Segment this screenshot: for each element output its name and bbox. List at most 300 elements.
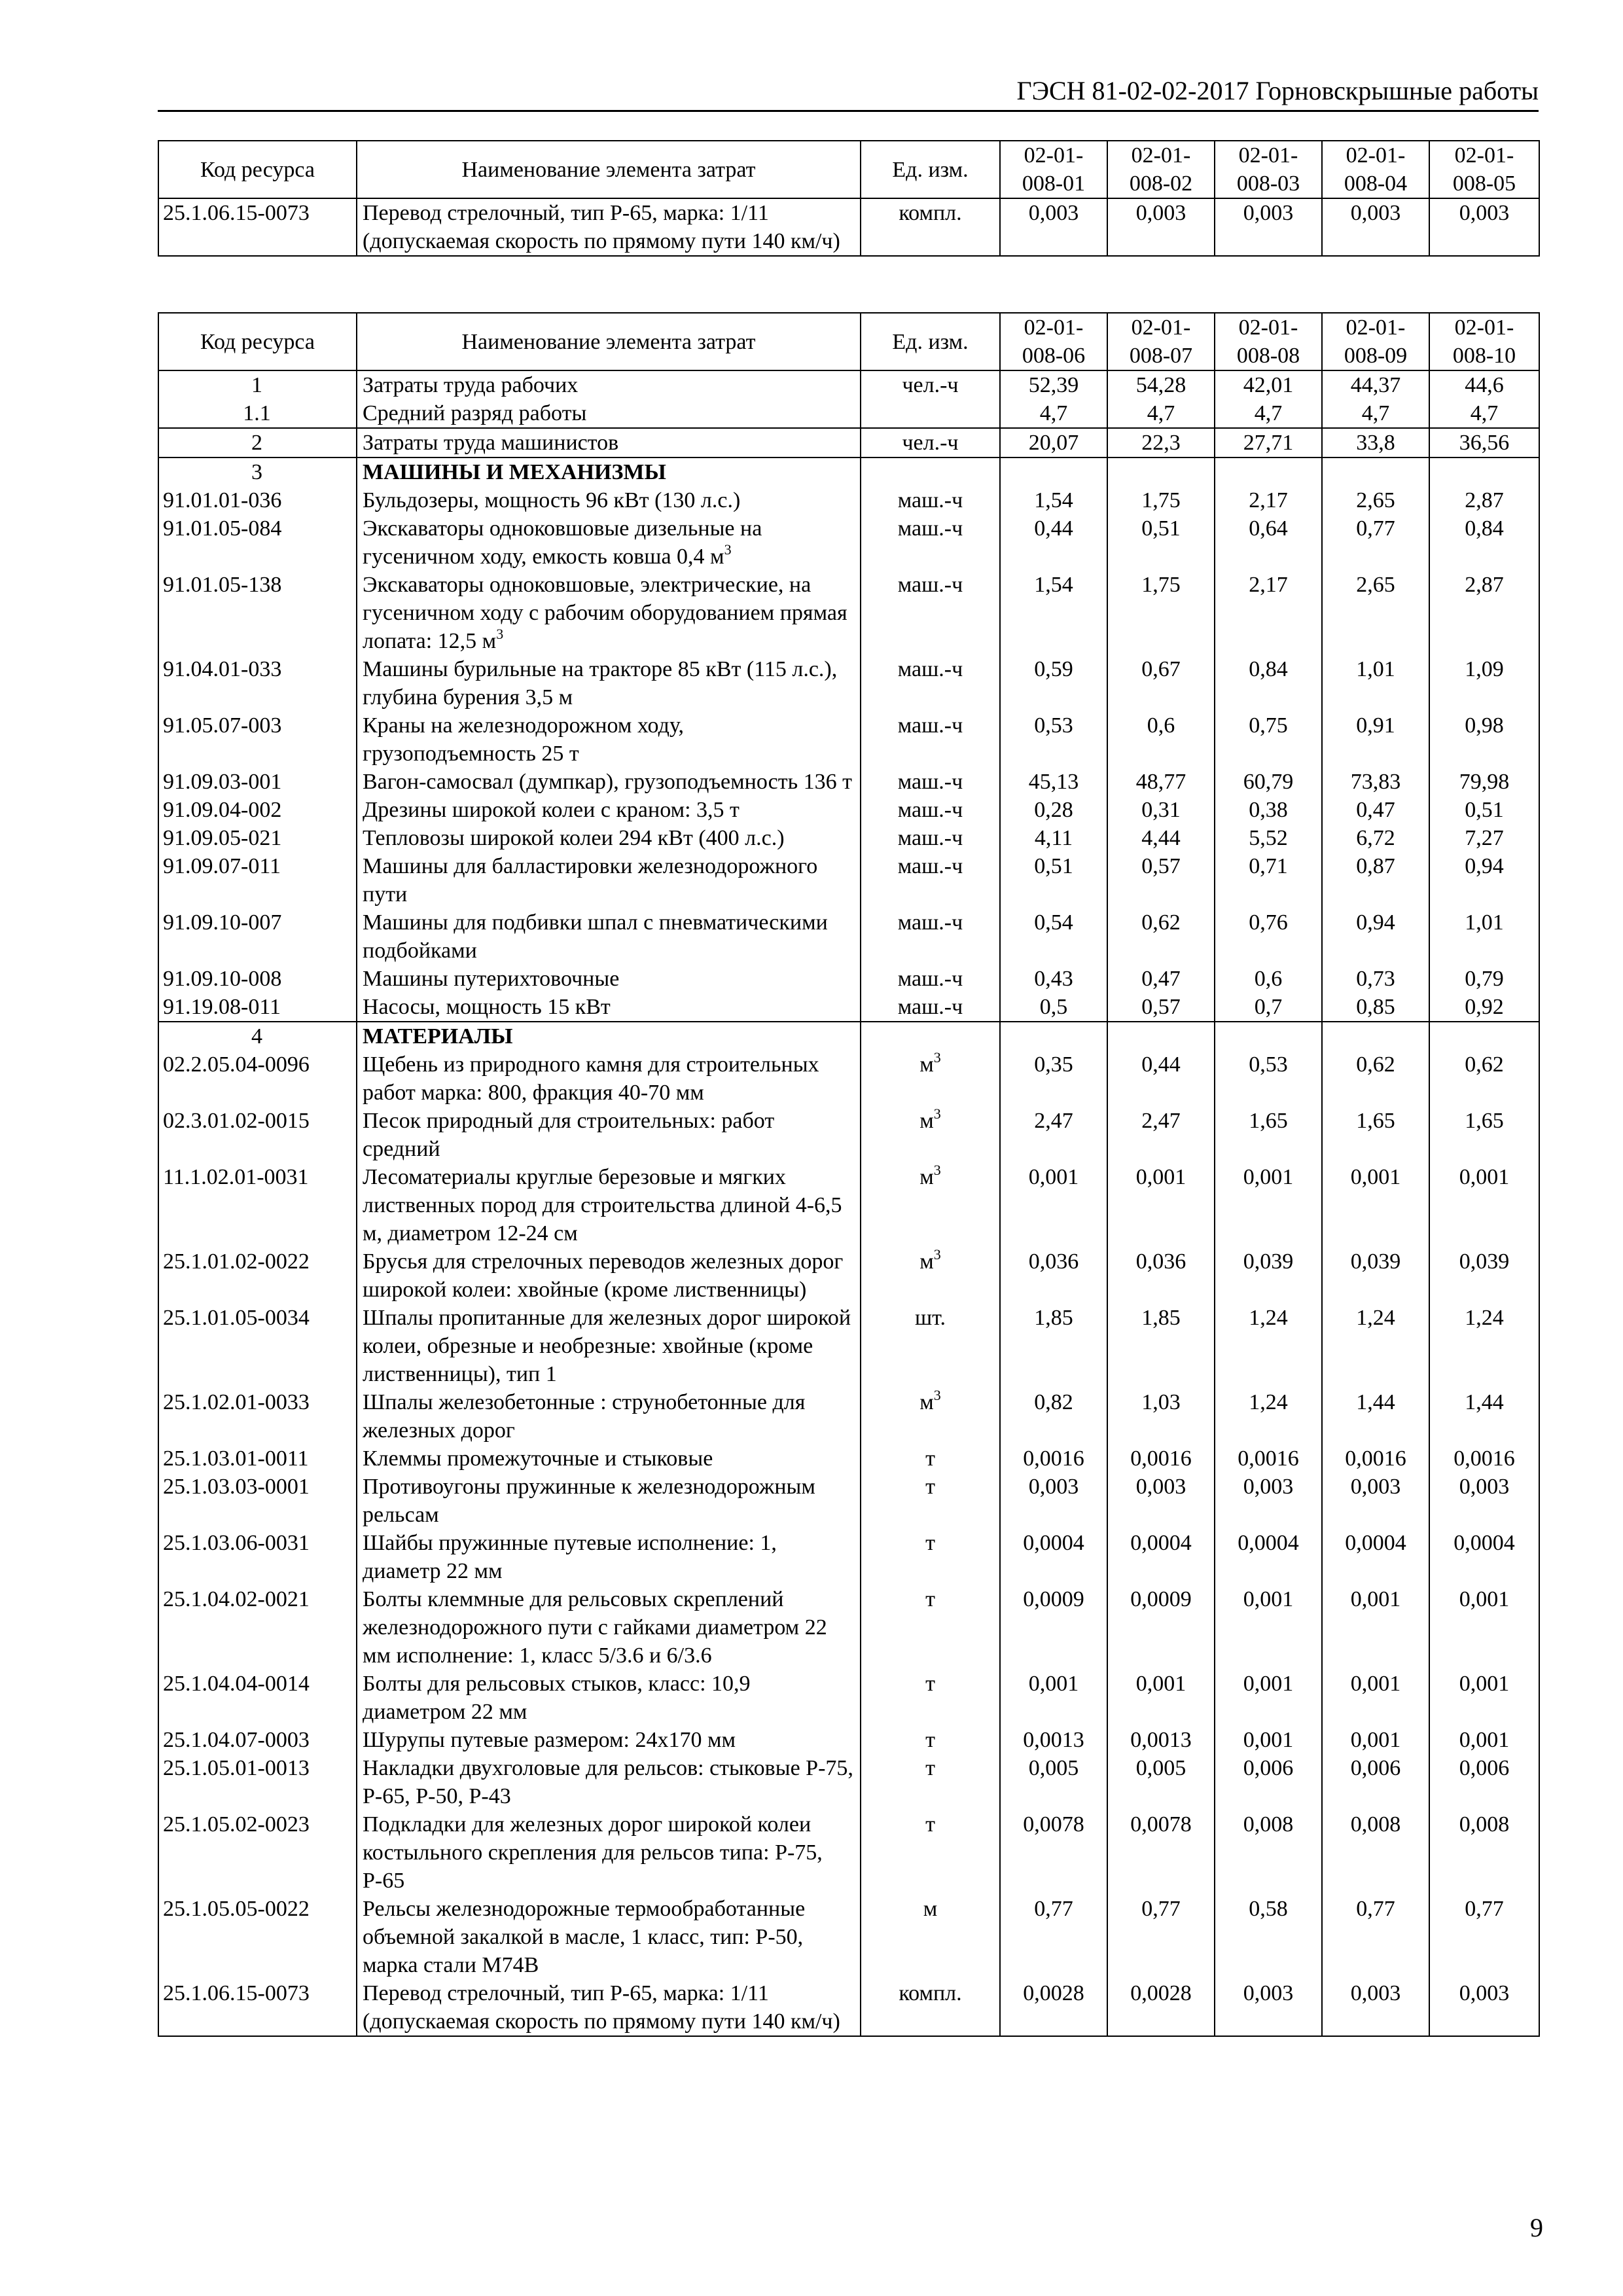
resource-name [357,1247,861,1304]
table-row [158,796,1539,824]
unit-text: компл. [899,1981,962,2005]
resource-name [357,1726,861,1754]
value-cell: 1,75 [1107,486,1215,514]
value-cell: 0,94 [1322,908,1429,965]
resource-name [357,1304,861,1388]
value-cell: 60,79 [1215,768,1322,796]
value-cell: 0,005 [1000,1754,1107,1810]
value-cell: 0,006 [1215,1754,1322,1810]
value-cell: 2,65 [1322,571,1429,655]
value-cell: 54,28 [1107,370,1215,399]
resource-name [357,486,861,514]
table-row [158,428,1539,457]
value-cell: 52,39 [1000,370,1107,399]
value-cell: 20,07 [1000,428,1107,457]
value-cell: 2,87 [1429,486,1539,514]
table-row [158,1022,1539,1050]
value-cell: 0,0016 [1215,1444,1322,1473]
table-row [158,1585,1539,1670]
table-row [158,852,1539,908]
value-cell [1429,1022,1539,1050]
unit-text: т [925,1672,935,1696]
value-cell: 44,6 [1429,370,1539,399]
value-cell: 0,003 [1000,198,1107,256]
value-cell: 0,036 [1107,1247,1215,1304]
value-cell [1322,1022,1429,1050]
value-cell: 0,0009 [1107,1585,1215,1670]
value-cell: 0,0009 [1000,1585,1107,1670]
resource-code: 25.1.03.01-0011 [158,1444,357,1473]
value-cell: 0,31 [1107,796,1215,824]
value-cell: 0,0013 [1000,1726,1107,1754]
value-cell: 0,71 [1215,852,1322,908]
value-cell: 4,7 [1000,399,1107,428]
resource-code: 91.09.10-008 [158,965,357,993]
column-header: 02-01-008-01 [1000,141,1107,198]
value-cell: 5,52 [1215,824,1322,852]
value-cell: 0,003 [1215,1473,1322,1529]
value-cell: 0,003 [1429,1979,1539,2036]
value-cell [1107,457,1215,486]
resource-name-text: Песок природный для строительных: работ средний [363,1109,775,1161]
value-cell: 27,71 [1215,428,1322,457]
resource-name-text: Экскаваторы одноковшовые, электрические, на гусеничном ходу с рабочим оборудованием прямая лопата: 12,5 м [363,573,847,653]
value-cell: 4,7 [1322,399,1429,428]
resource-name [357,1473,861,1529]
unit-text: чел.-ч [902,431,959,455]
table-row [158,824,1539,852]
table-row [158,370,1539,399]
value-cell: 4,7 [1429,399,1539,428]
value-cell: 1,03 [1107,1388,1215,1444]
unit-text: маш.-ч [897,657,963,681]
table-row [158,1304,1539,1388]
value-cell: 0,003 [1322,1979,1429,2036]
value-cell: 4,7 [1215,399,1322,428]
value-cell: 0,57 [1107,993,1215,1022]
value-cell: 1,85 [1107,1304,1215,1388]
value-cell: 1,09 [1429,655,1539,711]
value-cell: 0,003 [1429,1473,1539,1529]
value-cell: 4,11 [1000,824,1107,852]
resource-code: 25.1.05.05-0022 [158,1895,357,1979]
column-header: 02-01-008-07 [1107,313,1215,370]
resource-code: 91.04.01-033 [158,655,357,711]
unit-cell [861,486,1000,514]
unit-text: т [925,1475,935,1499]
resource-code: 91.09.03-001 [158,768,357,796]
value-cell: 0,6 [1107,711,1215,768]
unit-text: т [925,1756,935,1780]
unit-cell [861,571,1000,655]
unit-text: маш.-ч [897,854,963,878]
value-cell: 0,0016 [1429,1444,1539,1473]
column-header: 02-01-008-09 [1322,313,1429,370]
table-row [158,1050,1539,1107]
value-cell: 0,98 [1429,711,1539,768]
value-cell: 0,001 [1000,1670,1107,1726]
value-cell: 1,44 [1322,1388,1429,1444]
value-cell: 0,53 [1000,711,1107,768]
value-cell: 0,039 [1429,1247,1539,1304]
value-cell: 2,17 [1215,486,1322,514]
value-cell: 0,58 [1215,1895,1322,1979]
value-cell: 0,84 [1215,655,1322,711]
resource-table-1 [158,140,1540,257]
unit-cell [861,1670,1000,1726]
unit-cell [861,1022,1000,1050]
resource-name-text: Перевод стрелочный, тип Р-65, марка: 1/11 (допускаемая скорость по прямому пути 140 км/ч) [363,1981,840,2034]
unit-text: т [925,1587,935,1611]
unit-text: т [925,1728,935,1752]
resource-code: 25.1.04.04-0014 [158,1670,357,1726]
value-cell: 0,77 [1322,514,1429,571]
resource-name-text: Дрезины широкой колеи с краном: 3,5 т [363,798,740,822]
value-cell: 2,47 [1000,1107,1107,1163]
value-cell: 1,44 [1429,1388,1539,1444]
value-cell: 7,27 [1429,824,1539,852]
table-row [158,571,1539,655]
resource-name-text: Болты для рельсовых стыков, класс: 10,9 диаметром 22 мм [363,1672,751,1724]
resource-code: 25.1.04.02-0021 [158,1585,357,1670]
resource-code: 91.09.05-021 [158,824,357,852]
value-cell: 0,008 [1215,1810,1322,1895]
value-cell: 0,92 [1429,993,1539,1022]
unit-superscript: 3 [933,1386,941,1403]
resource-name [357,993,861,1022]
unit-superscript: 3 [933,1161,941,1178]
value-cell: 0,001 [1429,1585,1539,1670]
value-cell [1322,457,1429,486]
resource-name-text: Лесоматериалы круглые березовые и мягких лиственных пород для строительства длиной 4-6,5 м, диаметром 12-24 см [363,1165,842,1246]
value-cell: 0,0028 [1000,1979,1107,2036]
unit-text: м [919,1165,934,1189]
resource-name-text: Тепловозы широкой колеи 294 кВт (400 л.с.) [363,826,785,850]
superscript: 3 [496,625,504,642]
unit-cell [861,1388,1000,1444]
value-cell [1215,457,1322,486]
resource-name [357,370,861,399]
resource-name-text: Бульдозеры, мощность 96 кВт (130 л.с.) [363,488,741,512]
resource-code: 25.1.03.03-0001 [158,1473,357,1529]
unit-cell [861,655,1000,711]
value-cell: 0,0078 [1000,1810,1107,1895]
resource-name-text: Накладки двухголовые для рельсов: стыковые Р-75, Р-65, Р-50, Р-43 [363,1756,853,1808]
unit-text: м [919,1390,934,1414]
resource-code: 4 [158,1022,357,1050]
page-header [158,76,1539,112]
table-row [158,711,1539,768]
resource-name-text: Подкладки для железных дорог широкой колеи костыльного скрепления для рельсов типа: Р-75, Р-65 [363,1812,823,1893]
value-cell: 0,0028 [1107,1979,1215,2036]
value-cell: 0,001 [1429,1726,1539,1754]
document-title: ГЭСН 81-02-02-2017 Горновскрышные работы [1016,76,1539,105]
unit-cell [861,993,1000,1022]
value-cell: 79,98 [1429,768,1539,796]
resource-code: 25.1.06.15-0073 [158,1979,357,2036]
value-cell: 0,003 [1107,1473,1215,1529]
value-cell: 0,0078 [1107,1810,1215,1895]
value-cell: 0,001 [1322,1585,1429,1670]
value-cell: 0,0004 [1000,1529,1107,1585]
column-header: 02-01-008-06 [1000,313,1107,370]
unit-cell [861,514,1000,571]
resource-code: 91.19.08-011 [158,993,357,1022]
value-cell: 6,72 [1322,824,1429,852]
resource-name-text: Шпалы железобетонные : струнобетонные для железных дорог [363,1390,806,1443]
resource-name [357,457,861,486]
table-row [158,457,1539,486]
table-row [158,1247,1539,1304]
value-cell: 0,003 [1429,198,1539,256]
column-header: Код ресурса [158,313,357,370]
value-cell: 0,28 [1000,796,1107,824]
value-cell [1429,457,1539,486]
value-cell: 1,54 [1000,571,1107,655]
value-cell: 0,003 [1215,1979,1322,2036]
unit-text: маш.-ч [897,573,963,597]
value-cell: 0,001 [1429,1163,1539,1247]
value-cell: 0,79 [1429,965,1539,993]
value-cell: 0,85 [1322,993,1429,1022]
unit-cell [861,457,1000,486]
resource-name [357,711,861,768]
resource-name [357,1754,861,1810]
value-cell: 0,0013 [1107,1726,1215,1754]
value-cell: 0,76 [1215,908,1322,965]
resource-name-text: Рельсы железнодорожные термообработанные объемной закалкой в масле, 1 класс, тип: Р-50, марка стали М74В [363,1897,806,1977]
value-cell: 0,67 [1107,655,1215,711]
value-cell: 0,001 [1107,1163,1215,1247]
resource-name [357,1895,861,1979]
unit-cell [861,824,1000,852]
column-header: Код ресурса [158,141,357,198]
resource-name-text: Вагон-самосвал (думпкар), грузоподъемность 136 т [363,770,852,794]
superscript: 3 [724,541,732,558]
value-cell: 1,65 [1322,1107,1429,1163]
unit-text: шт. [915,1306,946,1330]
value-cell: 0,75 [1215,711,1322,768]
resource-code: 1 [158,370,357,399]
value-cell: 0,44 [1000,514,1107,571]
value-cell: 1,75 [1107,571,1215,655]
value-cell: 1,24 [1429,1304,1539,1388]
table-row [158,1670,1539,1726]
value-cell: 0,001 [1322,1163,1429,1247]
unit-cell [861,1163,1000,1247]
value-cell: 0,001 [1322,1670,1429,1726]
value-cell: 0,38 [1215,796,1322,824]
resource-name-text: Шурупы путевые размером: 24х170 мм [363,1728,736,1752]
unit-text: маш.-ч [897,995,963,1019]
value-cell: 0,0004 [1107,1529,1215,1585]
value-cell: 0,003 [1107,198,1215,256]
value-cell: 2,87 [1429,571,1539,655]
resource-name [357,1163,861,1247]
unit-cell [861,768,1000,796]
value-cell: 0,005 [1107,1754,1215,1810]
resource-code: 02.2.05.04-0096 [158,1050,357,1107]
unit-cell [861,1050,1000,1107]
resource-name [357,655,861,711]
resource-code: 25.1.02.01-0033 [158,1388,357,1444]
resource-name [357,1529,861,1585]
resource-name [357,1444,861,1473]
unit-text: м [923,1897,938,1921]
value-cell: 0,82 [1000,1388,1107,1444]
resource-name [357,1585,861,1670]
resource-name [357,514,861,571]
resource-name [357,1050,861,1107]
unit-text: чел.-ч [902,373,959,397]
value-cell: 1,65 [1215,1107,1322,1163]
table-row [158,1163,1539,1247]
value-cell: 0,003 [1000,1473,1107,1529]
value-cell: 1,01 [1322,655,1429,711]
value-cell: 73,83 [1322,768,1429,796]
unit-text: м [919,1249,934,1274]
table-row [158,1979,1539,2036]
resource-name [357,1388,861,1444]
unit-text: маш.-ч [897,910,963,935]
unit-cell [861,1247,1000,1304]
resource-name [357,1810,861,1895]
value-cell: 1,54 [1000,486,1107,514]
value-cell: 0,51 [1429,796,1539,824]
value-cell: 2,47 [1107,1107,1215,1163]
resource-name [357,1979,861,2036]
value-cell: 36,56 [1429,428,1539,457]
value-cell: 4,7 [1107,399,1215,428]
unit-cell [861,908,1000,965]
resource-name-text: Краны на железнодорожном ходу, грузоподъемность 25 т [363,713,684,766]
value-cell: 1,24 [1215,1388,1322,1444]
value-cell: 0,001 [1000,1163,1107,1247]
unit-cell [861,1754,1000,1810]
table-row [158,1444,1539,1473]
unit-cell [861,1529,1000,1585]
value-cell: 0,001 [1215,1726,1322,1754]
value-cell: 0,57 [1107,852,1215,908]
column-header: 02-01-008-03 [1215,141,1322,198]
value-cell: 45,13 [1000,768,1107,796]
resource-name-text: Затраты труда рабочих [363,373,579,397]
resource-name [357,428,861,457]
unit-cell [861,1810,1000,1895]
value-cell: 0,008 [1429,1810,1539,1895]
value-cell: 0,35 [1000,1050,1107,1107]
value-cell: 0,87 [1322,852,1429,908]
unit-cell [861,852,1000,908]
resource-name-text: Экскаваторы одноковшовые дизельные на гусеничном ходу, емкость ковша 0,4 м [363,516,762,569]
resource-name [357,768,861,796]
value-cell: 0,001 [1215,1670,1322,1726]
value-cell: 0,001 [1429,1670,1539,1726]
unit-cell [861,965,1000,993]
resource-code: 25.1.01.02-0022 [158,1247,357,1304]
value-cell: 0,0004 [1322,1529,1429,1585]
unit-cell [861,796,1000,824]
value-cell: 44,37 [1322,370,1429,399]
value-cell [1000,457,1107,486]
resource-name-text: Болты клеммные для рельсовых скреплений железнодорожного пути с гайками диаметром 22 мм исполнение: 1, класс 5/3.6 и 6/3.6 [363,1587,827,1668]
value-cell: 0,43 [1000,965,1107,993]
unit-text: м [919,1052,934,1077]
resource-table-2 [158,312,1540,2037]
value-cell: 1,85 [1000,1304,1107,1388]
table-row [158,1754,1539,1810]
resource-name [357,1670,861,1726]
resource-code: 91.01.05-084 [158,514,357,571]
unit-text: т [925,1446,935,1471]
page-number: 9 [1530,2213,1543,2242]
value-cell: 42,01 [1215,370,1322,399]
resource-code: 25.1.05.02-0023 [158,1810,357,1895]
resource-code: 91.09.10-007 [158,908,357,965]
unit-cell [861,1726,1000,1754]
value-cell: 1,24 [1215,1304,1322,1388]
value-cell: 48,77 [1107,768,1215,796]
value-cell: 0,94 [1429,852,1539,908]
table-row [158,1895,1539,1979]
resource-name-text: МАТЕРИАЛЫ [363,1024,513,1049]
value-cell: 1,24 [1322,1304,1429,1388]
resource-code: 02.3.01.02-0015 [158,1107,357,1163]
table-row [158,1107,1539,1163]
value-cell: 33,8 [1322,428,1429,457]
resource-name [357,824,861,852]
resource-code: 25.1.05.01-0013 [158,1754,357,1810]
resource-name-text: Шпалы пропитанные для железных дорог широкой колеи, обрезные и необрезные: хвойные (кроме лиственницы), тип 1 [363,1306,851,1386]
unit-text: маш.-ч [897,488,963,512]
resource-name-text: Машины для балластировки железнодорожного пути [363,854,818,906]
resource-name-text: Средний разряд работы [363,401,587,425]
header-row [158,313,1539,370]
column-header: 02-01-008-04 [1322,141,1429,198]
value-cell: 0,0016 [1322,1444,1429,1473]
table-row [158,1388,1539,1444]
column-header: 02-01-008-10 [1429,313,1539,370]
resource-name-text: МАШИНЫ И МЕХАНИЗМЫ [363,460,666,484]
table-row [158,768,1539,796]
value-cell: 0,5 [1000,993,1107,1022]
unit-cell [861,711,1000,768]
value-cell: 0,77 [1107,1895,1215,1979]
table-row [158,399,1539,428]
column-header: Наименование элемента затрат [357,141,861,198]
table-row [158,1529,1539,1585]
value-cell: 0,47 [1322,796,1429,824]
value-cell: 0,003 [1322,1473,1429,1529]
resource-name-text: Брусья для стрелочных переводов железных дорог широкой колеи: хвойные (кроме лиственницы) [363,1249,844,1302]
column-header: Наименование элемента затрат [357,313,861,370]
unit-cell [861,428,1000,457]
column-header: 02-01-008-08 [1215,313,1322,370]
unit-text: т [925,1812,935,1837]
resource-name [357,571,861,655]
table-row [158,1726,1539,1754]
resource-code: 25.1.04.07-0003 [158,1726,357,1754]
value-cell: 0,6 [1215,965,1322,993]
table-row [158,486,1539,514]
column-header: Ед. изм. [861,313,1000,370]
resource-code: 3 [158,457,357,486]
value-cell: 0,039 [1215,1247,1322,1304]
unit-text: маш.-ч [897,516,963,541]
column-header: 02-01-008-02 [1107,141,1215,198]
value-cell: 2,65 [1322,486,1429,514]
value-cell: 2,17 [1215,571,1322,655]
